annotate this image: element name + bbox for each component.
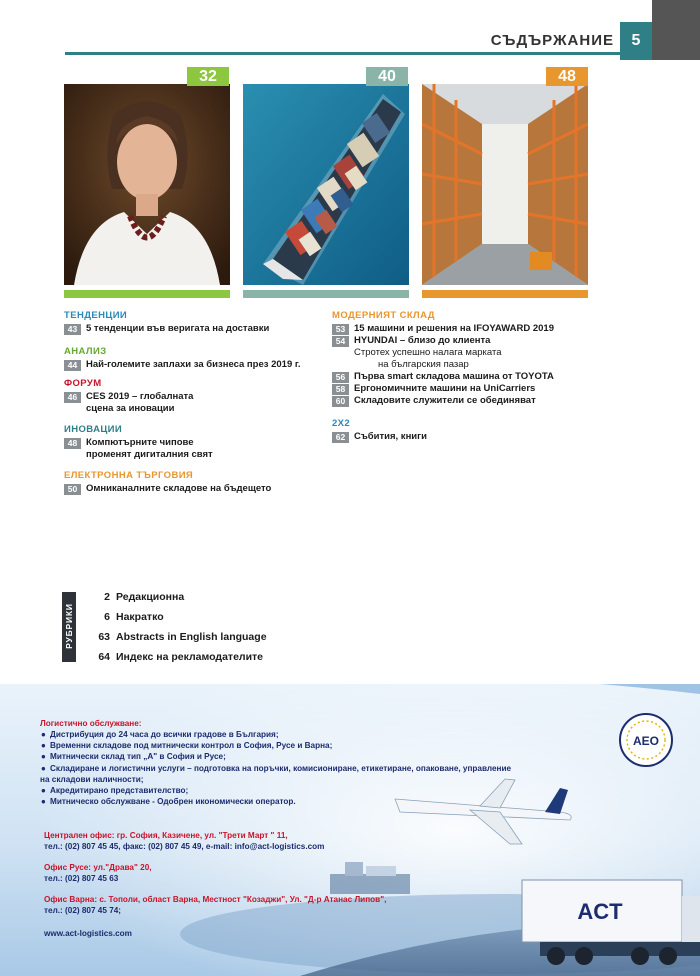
toc-entry[interactable]: 50 Омниканалните складове на бъдещето xyxy=(64,483,334,495)
toc-entry[interactable]: 53 15 машини и решения на IFOYAWARD 2019 xyxy=(332,323,602,335)
toc-entry[interactable]: 58 Ергономичните машини на UniCarriers xyxy=(332,383,602,395)
photo-page-badge-32: 32 xyxy=(187,67,229,86)
header-corner-block xyxy=(652,0,700,60)
rubrika-entry[interactable]: 64 Индекс на рекламодателите xyxy=(98,651,264,663)
act-truck-icon xyxy=(522,880,700,965)
rubriki-label-bar: РУБРИКИ xyxy=(62,592,76,662)
ad-service-list xyxy=(32,729,511,807)
toc-entry[interactable]: 48 Компютърните чипове xyxy=(64,437,334,449)
toc-entry[interactable]: 44 Най-големите заплахи за бизнеса през 2019 г. xyxy=(64,359,334,371)
photo-page-badge-48: 48 xyxy=(546,67,588,86)
ad-bullet: ● Дистрибуция до 24 часа до всички градове в България; xyxy=(41,730,279,739)
ad-office-sofia: Централен офис: гр. София, Казичене, ул. "Трети Март " 11, тел.: (02) 807 45 45, факс: (02) 807 45 49, e-mail: info@act-logistics.com xyxy=(44,831,325,852)
svg-text:AEO: AEO xyxy=(632,734,660,748)
ad-bullet: ● Митнически склад тип „А" в София и Русе; xyxy=(41,752,226,762)
ad-office-varna: Офис Варна: с. Тополи, област Варна, Местност "Козаджи", Ул. "Д-р Атанас Липов", тел.: (02) 807 45 74; xyxy=(44,895,387,916)
ad-bullet: ● Митническо обслужване - Одобрен икономически оператор. xyxy=(41,797,296,807)
page-number: 5 xyxy=(620,22,652,60)
section-title: АНАЛИЗ xyxy=(64,346,107,357)
section-title: ИНОВАЦИИ xyxy=(64,424,123,435)
ad-bullet: ● Складиране и логистични услуги – подготовка на поръчки, комисиониране, етикетиране, опаковане, управление xyxy=(41,763,512,773)
section-title: ТЕНДЕНЦИИ xyxy=(64,310,128,321)
page-title: СЪДЪРЖАНИЕ xyxy=(490,32,614,49)
toc-entry[interactable]: 56 Първа smart складова машина от TOYOTA xyxy=(332,371,602,383)
toc-entry-continuation: променят дигиталния свят xyxy=(86,449,213,460)
photo-container-ship[interactable] xyxy=(243,84,409,285)
photo-woman-portrait[interactable] xyxy=(64,84,230,285)
toc-section-tendencii xyxy=(64,310,334,335)
toc-entry[interactable]: 62 Събития, книги xyxy=(332,431,602,443)
color-bar-teal xyxy=(243,290,409,298)
color-bar-green xyxy=(64,290,230,298)
rubrika-entry[interactable]: 2 Редакционна xyxy=(104,591,185,603)
photo-page-badge-40: 40 xyxy=(366,67,408,86)
ad-bullet: ● Временни складове под митнически контрол в София, Русе и Варна; xyxy=(41,741,333,751)
svg-text:ACT: ACT xyxy=(577,899,623,924)
section-title: ЕЛЕКТРОННА ТЪРГОВИЯ xyxy=(64,470,194,481)
toc-section-inovacii xyxy=(64,424,334,461)
toc-entry[interactable]: 60 Складовите служители се обединяват xyxy=(332,395,602,407)
ad-heading: Логистично обслужване: xyxy=(40,719,142,728)
ad-office-ruse: Офис Русе: ул."Драва" 20, тел.: (02) 807 45 63 xyxy=(44,863,152,884)
aeo-seal-icon xyxy=(620,714,672,766)
toc-section-forum xyxy=(64,378,334,415)
toc-entry-subtitle: на българския пазар xyxy=(378,359,469,370)
ad-bullet: ● Акредитирано представителство; xyxy=(41,786,189,796)
toc-section-ecommerce xyxy=(64,470,334,495)
toc-entry[interactable]: 54 HYUNDAI – близо до клиента xyxy=(332,335,602,347)
photo-warehouse-racks[interactable] xyxy=(422,84,588,285)
ad-website-link[interactable]: www.act-logistics.com xyxy=(44,929,132,938)
toc-entry[interactable]: 43 5 тенденции във веригата на доставки xyxy=(64,323,334,335)
act-logistics-advertisement[interactable] xyxy=(0,684,700,976)
color-bar-orange xyxy=(422,290,588,298)
section-title: МОДЕРНИЯТ СКЛАД xyxy=(332,310,435,321)
rubrika-entry[interactable]: 63 Abstracts in English language xyxy=(98,631,267,643)
ad-bullet-continuation: на складови наличности; xyxy=(40,774,144,784)
header-rule xyxy=(65,52,625,55)
toc-section-analiz xyxy=(64,346,334,371)
toc-section-modern-warehouse xyxy=(332,310,602,407)
section-title: ФОРУМ xyxy=(64,378,102,389)
toc-entry[interactable]: 46 CES 2019 – глобалната xyxy=(64,391,334,403)
toc-entry-subtitle: Стротех успешно налага марката xyxy=(354,347,502,358)
rubrika-entry[interactable]: 6 Накратко xyxy=(104,611,164,623)
toc-section-2x2 xyxy=(332,418,602,443)
toc-entry-continuation: сцена за иновации xyxy=(86,403,175,414)
section-title: 2Х2 xyxy=(332,418,351,429)
